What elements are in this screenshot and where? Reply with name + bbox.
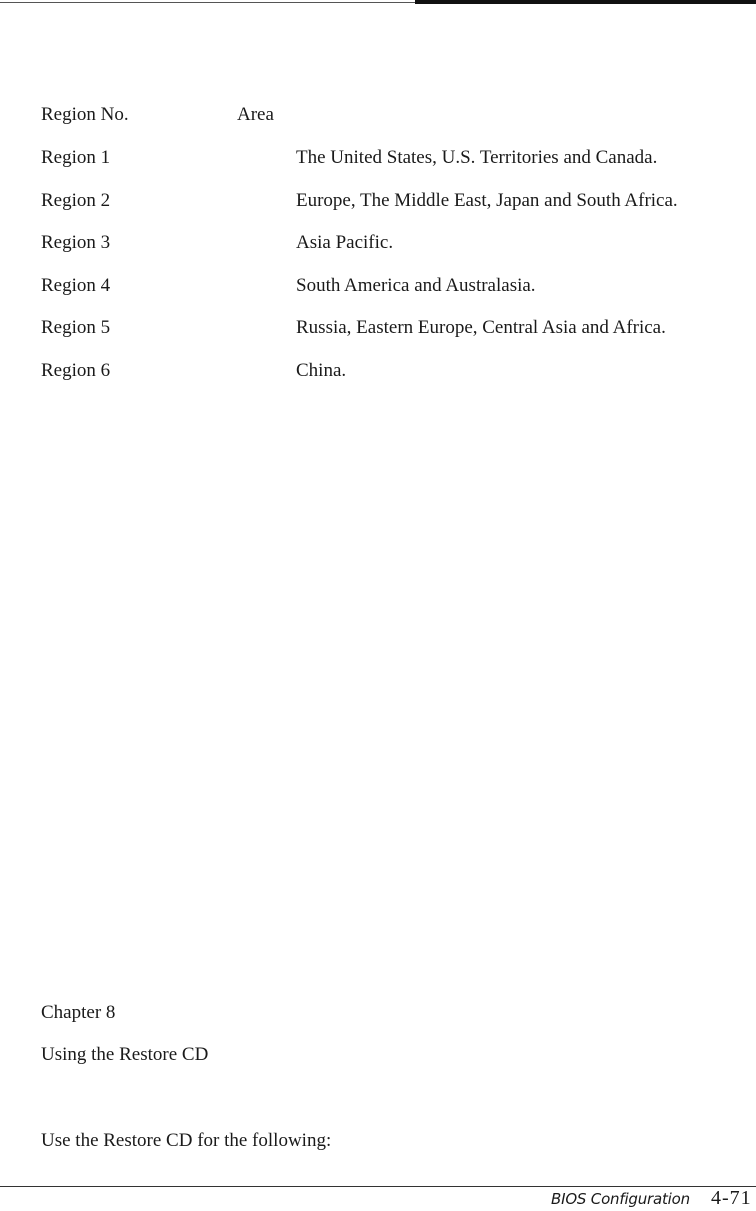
area-cell: The United States, U.S. Territories and Canada. xyxy=(296,147,658,168)
chapter-title: Using the Restore CD xyxy=(41,1044,209,1065)
area-cell: Europe, The Middle East, Japan and South Africa. xyxy=(296,190,678,211)
table-header-area: Area xyxy=(237,104,274,125)
region-cell: Region 5 xyxy=(41,317,111,338)
region-cell: Region 6 xyxy=(41,360,111,381)
header-rule-thick xyxy=(415,0,756,4)
table-header-region: Region No. xyxy=(41,104,129,125)
area-cell: Russia, Eastern Europe, Central Asia and Africa. xyxy=(296,317,666,338)
footer-rule xyxy=(0,1186,756,1187)
region-cell: Region 1 xyxy=(41,147,111,168)
region-cell: Region 3 xyxy=(41,232,111,253)
chapter-number: Chapter 8 xyxy=(41,1002,116,1023)
chapter-intro: Use the Restore CD for the following: xyxy=(41,1130,332,1151)
area-cell: South America and Australasia. xyxy=(296,275,536,296)
header-rule-thin xyxy=(0,2,415,3)
page-number: 4-71 xyxy=(711,1187,752,1209)
area-cell: China. xyxy=(296,360,347,381)
footer-section-title: BIOS Configuration xyxy=(551,1190,690,1208)
region-cell: Region 4 xyxy=(41,275,111,296)
area-cell: Asia Pacific. xyxy=(296,232,394,253)
region-cell: Region 2 xyxy=(41,190,111,211)
